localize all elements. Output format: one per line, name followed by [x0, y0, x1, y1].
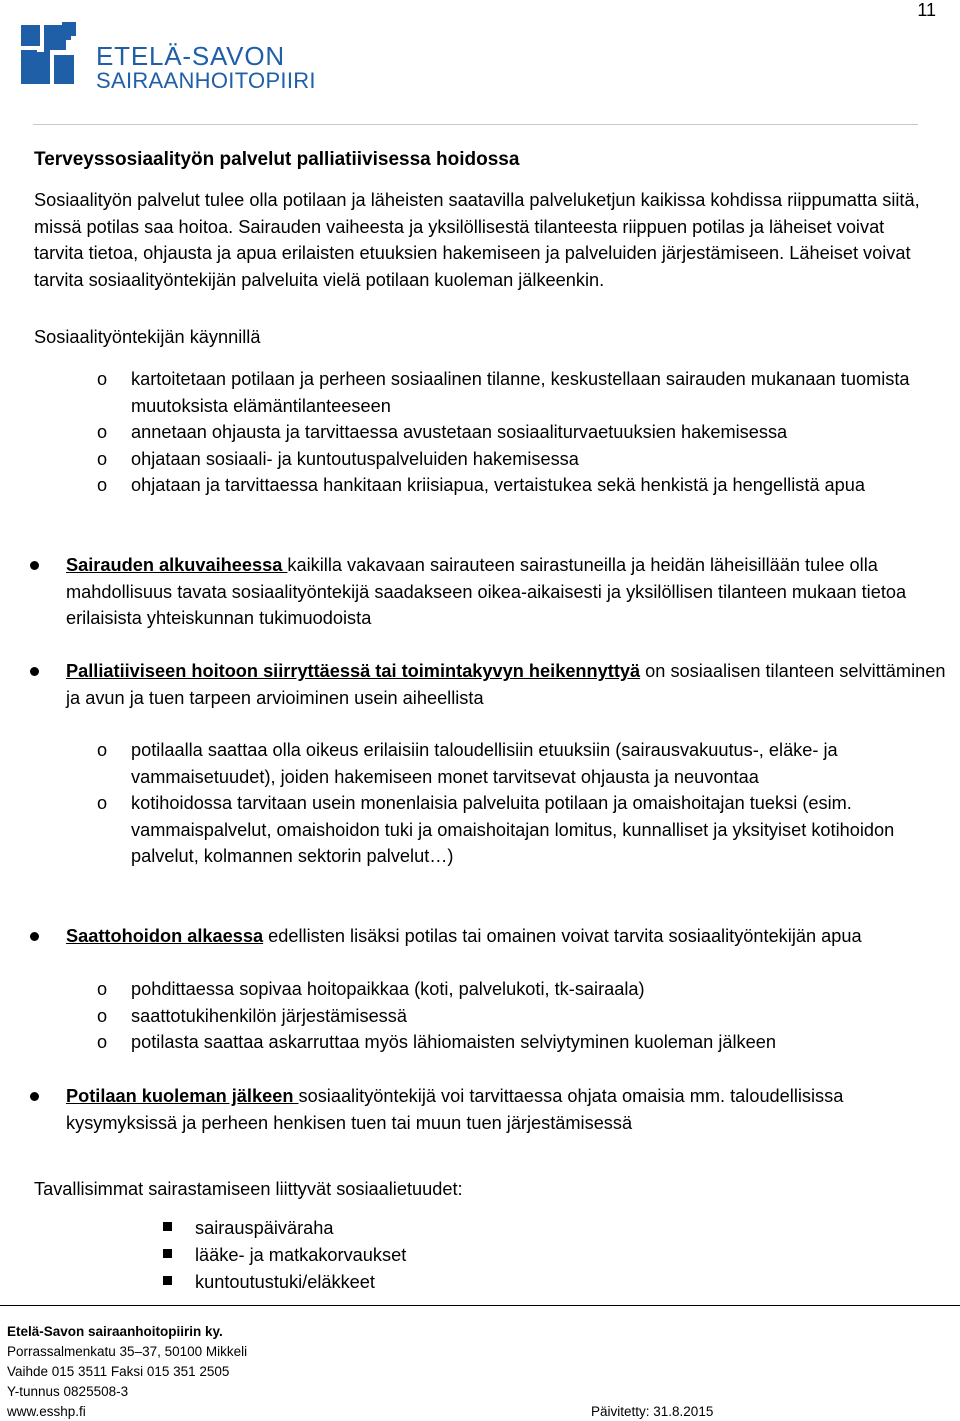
header-divider — [33, 124, 918, 125]
list-item — [0, 1083, 946, 1136]
list-item: o pohdittaessa sopivaa hoitopaikkaa (koti, palvelukoti, tk-sairaala) — [0, 976, 931, 1003]
page-number: 11 — [917, 0, 936, 20]
phase-text: kaikilla vakavaan sairauteen sairastuneilla ja heidän läheisillään tulee olla mahdollisuus tavata sosiaalityöntekijä saadakseen oikea-aikaisesti ja yksilöllisen tilanteen mukaan tietoa erilaisista yhteiskunnan tukimuodoista — [66, 555, 907, 629]
list-item: o ohjataan sosiaali- ja kuntoutuspalveluiden hakemisessa — [0, 446, 931, 473]
visits-list — [0, 366, 931, 499]
phase-heading: Palliatiiviseen hoitoon siirryttäessä tai toimintakyvyn heikennyttyä — [66, 661, 641, 681]
page-title: Terveyssosiaalityön palvelut palliatiivisessa hoidossa — [34, 149, 520, 170]
palliative-list — [0, 737, 931, 870]
list-item: sairauspäiväraha — [0, 1215, 406, 1242]
phase-text: on sosiaalisen tilanteen selvittäminen ja avun ja tuen tarpeen arvioiminen usein aiheellista — [66, 661, 946, 708]
footer-address: Porrassalmenkatu 35–37, 50100 Mikkeli — [7, 1344, 248, 1359]
phase-heading: Saattohoidon alkaessa — [66, 926, 264, 946]
phase-palliative — [0, 658, 946, 711]
phase-early — [0, 552, 946, 632]
footer-updated: Päivitetty: 31.8.2015 — [591, 1404, 714, 1419]
phase-hospice — [0, 923, 946, 950]
list-item: o kartoitetaan potilaan ja perheen sosiaalinen tilanne, keskustellaan sairauden mukanaan tuomista muutoksista elämäntilanteeseen — [0, 366, 931, 419]
benefits-list — [0, 1215, 406, 1296]
footer-phone: Vaihde 015 3511 Faksi 015 351 2505 — [7, 1364, 230, 1379]
logo-mark-icon — [21, 22, 91, 88]
list-item: kuntoutustuki/eläkkeet — [0, 1269, 406, 1296]
benefits-lead: Tavallisimmat sairastamiseen liittyvät sosiaalietuudet: — [34, 1179, 463, 1199]
list-item: o potilaalla saattaa olla oikeus erilaisiin taloudellisiin etuuksiin (sairausvakuutus-, eläke- ja vammaisetuudet), joiden hakemiseen monet tarvitsevat ohjausta ja neuvontaa — [0, 737, 931, 790]
phase-text: sosiaalityöntekijä voi tarvittaessa ohjata omaisia mm. taloudellisissa kysymyksissä ja perheen henkisen tuen tai muun tuen järjestämisessä — [66, 1086, 844, 1133]
footer-org: Etelä-Savon sairaanhoitopiirin ky. — [7, 1324, 223, 1339]
organization-logo — [21, 22, 331, 92]
list-item: o potilasta saattaa askarruttaa myös lähiomaisten selviytyminen kuoleman jälkeen — [0, 1029, 931, 1056]
footer-website[interactable]: www.esshp.fi — [7, 1404, 86, 1419]
list-item — [0, 923, 946, 950]
list-item: o kotihoidossa tarvitaan usein monenlaisia palveluita potilaan ja omaishoitajan tueksi (esim. vammaispalvelut, omaishoidon tuki ja omaishoitajan lomitus, kunnalliset ja yksityiset kotihoidon palvelut, kolmannen sektorin palvelut…) — [0, 790, 931, 870]
list-item: lääke- ja matkakorvaukset — [0, 1242, 406, 1269]
footer-business-id: Y-tunnus 0825508-3 — [7, 1384, 129, 1399]
visits-lead: Sosiaalityöntekijän käynnillä — [34, 327, 261, 347]
footer-divider — [0, 1305, 960, 1306]
phase-heading: Potilaan kuoleman jälkeen — [66, 1086, 299, 1106]
list-item: o ohjataan ja tarvittaessa hankitaan kriisiapua, vertaistukea sekä henkistä ja hengellistä apua — [0, 472, 931, 499]
list-item: o annetaan ohjausta ja tarvittaessa avustetaan sosiaaliturvaetuuksien hakemisessa — [0, 419, 931, 446]
phase-heading: Sairauden alkuvaiheessa — [66, 555, 288, 575]
logo-line-2: SAIRAANHOITOPIIRI — [96, 68, 316, 93]
hospice-list — [0, 976, 931, 1056]
logo-line-1: ETELÄ-SAVON — [96, 41, 285, 71]
phase-text: edellisten lisäksi potilas tai omainen voivat tarvita sosiaalityöntekijän apua — [263, 926, 862, 946]
intro-paragraph: Sosiaalityön palvelut tulee olla potilaan ja läheisten saatavilla palveluketjun kaikissa kohdissa riippumatta siitä, missä potilas saa hoitoa. Sairauden vaiheesta ja yksilöllisestä tilanteesta riippuen potilas ja läheiset voivat tarvita tietoa, ohjausta ja apua erilaisten etuuksien hakemiseen ja palveluiden järjestämiseen. Läheiset voivat tarvita sosiaalityöntekijän palveluita vielä potilaan kuoleman jälkeenkin. — [34, 190, 920, 290]
list-item — [0, 658, 946, 711]
list-item: o saattotukihenkilön järjestämisessä — [0, 1003, 931, 1030]
list-item — [0, 552, 946, 632]
phase-after-death — [0, 1083, 946, 1136]
